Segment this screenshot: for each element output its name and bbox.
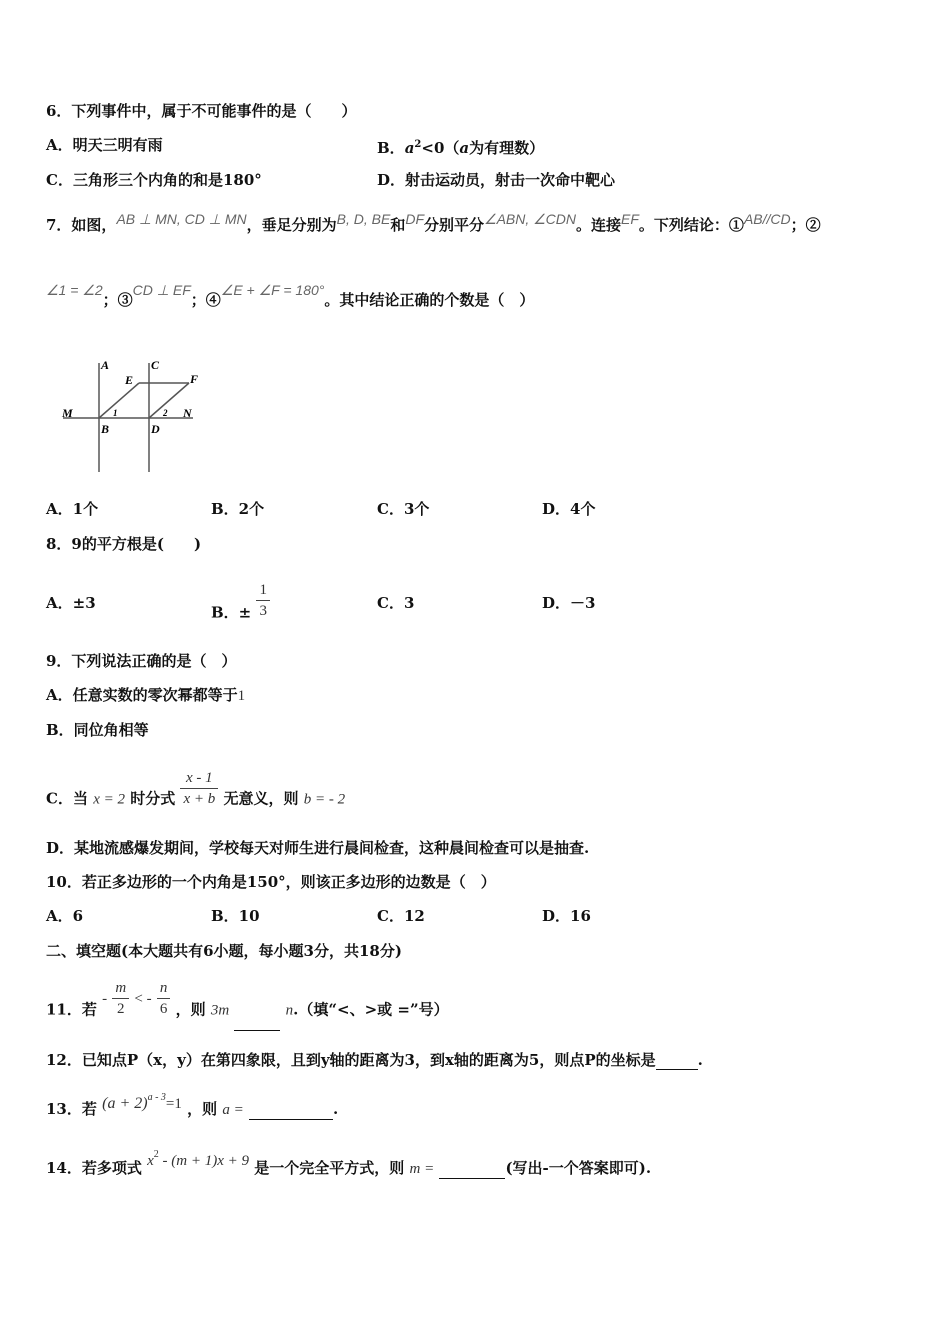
- q11-mid: ，则: [175, 1000, 206, 1019]
- q10-option-c: C．12: [377, 907, 425, 925]
- q6-option-b-var2: a: [459, 139, 470, 157]
- q7-math-6: AB//CD: [743, 211, 791, 227]
- q6-option-b-exp: 2: [414, 139, 422, 150]
- q13-answer-blank[interactable]: [249, 1105, 333, 1120]
- q8-option-b: [211, 582, 270, 634]
- q9-option-d: D．某地流感爆发期间，学校每天对师生进行晨间检查，这种晨间检查可以是抽查.: [46, 839, 590, 857]
- q9-option-a-text: A．任意实数的零次幂都等于: [46, 686, 238, 704]
- q6-option-b: [377, 135, 544, 158]
- q6-option-b-var: a: [404, 139, 415, 157]
- q9-option-b: B．同位角相等: [46, 721, 149, 739]
- label-n: N: [183, 406, 192, 420]
- q11-neg: -: [102, 990, 108, 1007]
- q7-text-10: 。其中结论正确的个数是（ ）: [324, 291, 535, 309]
- q13-exponent: a - 3: [147, 1092, 166, 1103]
- q13-tail: .: [332, 1100, 339, 1118]
- q14-poly-exp: 2: [153, 1149, 159, 1160]
- q7-math-7: ∠1 = ∠2: [46, 282, 103, 298]
- q12-answer-blank[interactable]: [656, 1055, 698, 1070]
- q7-text-6: 。下列结论：①: [638, 216, 744, 234]
- q7-text-1: 7．如图，: [46, 216, 117, 234]
- q9-option-c-fraction: [180, 768, 218, 809]
- q7-option-c: C．3个: [377, 500, 430, 518]
- q7-text-8: ；③: [102, 291, 133, 309]
- q7-stem-line2: [46, 282, 535, 310]
- q7-text-4: 分别平分: [424, 216, 485, 234]
- q11-answer-blank[interactable]: [234, 1016, 280, 1031]
- q11: [46, 980, 449, 1031]
- q11-fraction-2: [157, 978, 171, 1019]
- label-angle-2: 2: [163, 408, 168, 418]
- q14-var: m =: [409, 1161, 435, 1177]
- q9-stem: 9．下列说法正确的是（ ）: [46, 652, 237, 670]
- q6-option-b-rest: <0（: [421, 139, 460, 157]
- section-heading: 二、填空题(本大题共有6小题，每小题3分，共18分): [46, 942, 402, 960]
- label-f: F: [190, 372, 199, 386]
- q14-mid: 是一个完全平方式，则: [254, 1159, 405, 1177]
- q6-option-c: C．三角形三个内角的和是180°: [46, 171, 262, 189]
- q10-option-b: B．10: [211, 907, 260, 925]
- q8-option-d: D．－3: [542, 594, 596, 612]
- q6-stem: 6．下列事件中，属于不可能事件的是（ ）: [46, 102, 357, 120]
- q9-option-c-result: b = - 2: [303, 791, 346, 808]
- q10-stem: 10．若正多边形的一个内角是150°，则该正多边形的边数是（ ）: [46, 873, 496, 891]
- line-be: [99, 383, 139, 418]
- q13-base: (a + 2): [102, 1095, 148, 1112]
- q9-option-c-condition: x = 2: [93, 791, 125, 808]
- q11-pre: 11．若: [46, 1000, 97, 1019]
- fraction-numerator: m: [115, 980, 127, 996]
- q11-rhs: n: [285, 1002, 294, 1019]
- fraction-denominator: 2: [112, 998, 129, 1019]
- q6-option-b-label: B．: [377, 139, 405, 157]
- q9-option-c-mid: 时分式: [130, 789, 176, 808]
- q7-math-5: EF: [621, 211, 639, 227]
- q8-option-c: C．3: [377, 594, 415, 612]
- q14-poly-a: x: [147, 1153, 154, 1169]
- q7-text-7: ；②: [790, 216, 821, 234]
- q7-math-3: DF: [405, 211, 424, 227]
- q11-lhs: 3m: [210, 1002, 230, 1019]
- q11-relation: < -: [134, 990, 152, 1007]
- q14-poly-b: - (m + 1)x + 9: [158, 1153, 250, 1169]
- q8-stem: 8．9的平方根是( ): [46, 535, 202, 553]
- q14-pre: 14．若多项式: [46, 1159, 142, 1177]
- q7-math-1: AB ⊥ MN, CD ⊥ MN: [116, 211, 247, 227]
- label-d: D: [151, 422, 160, 436]
- q8-option-b-label: B．±: [211, 603, 252, 622]
- q11-tail: .（填“<、>或 =”号）: [293, 1000, 449, 1019]
- q9-option-a-value: 1: [237, 688, 246, 704]
- q13-pre: 13．若: [46, 1100, 97, 1118]
- q7-math-8: CD ⊥ EF: [132, 282, 191, 298]
- q7-math-9: ∠E + ∠F = 180°: [220, 282, 325, 298]
- q7-option-a: A．1个: [46, 500, 99, 518]
- q14-tail: (写出-一个答案即可).: [505, 1159, 652, 1177]
- q12-tail: .: [697, 1051, 703, 1069]
- q8-option-a: A．±3: [46, 594, 96, 612]
- q9-option-c-mid2: 无意义，则: [223, 789, 299, 808]
- q6-option-b-tail: 为有理数）: [469, 139, 545, 157]
- q7-stem-line1: [46, 211, 821, 235]
- label-e: E: [125, 373, 134, 387]
- q10-option-a: A．6: [46, 907, 84, 925]
- q12: [46, 1050, 703, 1070]
- fraction-denominator: x + b: [180, 788, 218, 809]
- q7-math-2: B, D, BE: [336, 211, 391, 227]
- q7-text-5: 。连接: [576, 216, 622, 234]
- q7-option-b: B．2个: [211, 500, 265, 518]
- q9-option-c-pre: C．当: [46, 789, 88, 808]
- q7-text-9: ；④: [190, 291, 221, 309]
- label-b: B: [101, 422, 110, 436]
- q13-var: a =: [222, 1102, 244, 1118]
- label-angle-1: 1: [113, 408, 118, 418]
- q13-mid: ，则: [187, 1100, 218, 1118]
- q9-option-a: [46, 685, 245, 706]
- q9-option-c: [46, 770, 346, 820]
- label-c: C: [151, 358, 160, 372]
- fraction-numerator: 1: [259, 582, 267, 598]
- label-a: A: [101, 358, 110, 372]
- q7-option-d: D．4个: [542, 500, 596, 518]
- fraction-numerator: x - 1: [186, 770, 213, 786]
- q7-math-4: ∠ABN, ∠CDN: [484, 211, 577, 227]
- q14: [46, 1149, 652, 1179]
- q13: [46, 1092, 339, 1120]
- label-m: M: [62, 406, 73, 420]
- q12-text: 12．已知点P（x，y）在第四象限，且到y轴的距离为3，到x轴的距离为5，则点P的坐标是: [46, 1051, 656, 1069]
- q6-option-a: A．明天三明有雨: [46, 136, 163, 154]
- q10-option-d: D．16: [542, 907, 591, 925]
- q7-text-3: 和: [390, 216, 406, 234]
- q7-text-2: ，垂足分别为: [246, 216, 337, 234]
- q14-answer-blank[interactable]: [439, 1164, 505, 1179]
- fraction-numerator: n: [159, 980, 168, 996]
- q7-figure: [55, 355, 205, 475]
- fraction-denominator: 3: [256, 600, 270, 621]
- fraction-denominator: 6: [157, 998, 171, 1019]
- q13-equals: =1: [165, 1096, 182, 1112]
- q8-option-b-fraction: [256, 580, 270, 621]
- q11-fraction-1: [112, 978, 129, 1019]
- q6-option-d: D．射击运动员，射击一次命中靶心: [377, 171, 616, 189]
